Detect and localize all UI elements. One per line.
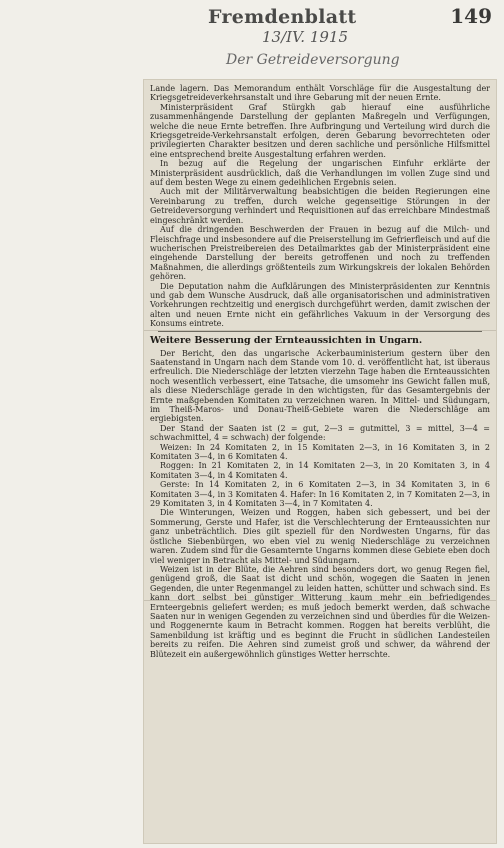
crop-report-rye: Roggen: In 21 Komitaten 2, in 14 Komitaten 2—3, in 20 Komitaten 3, in 4 Komitaten 3—4, in 4 Komitaten 4.: [150, 461, 490, 480]
handwritten-note: Der Getreideversorgung: [226, 52, 400, 68]
crop-report-barley-oats: Gerste: In 14 Komitaten 2, in 6 Komitaten 2—3, in 34 Komitaten 3, in 6 Komitaten 3—4, in 3 Komitaten 4. Hafer: In 16 Komitaten 2, in 7 Komitaten 2—3, in 29 Komitaten 3, in 4 Komitaten 3—4, in 7 Komitaten 4.: [150, 480, 490, 509]
article-paragraph: Ministerpräsident Graf Stürgkh gab hierauf eine ausführliche zusammenhängende Darstellung der geplanten Maßregeln und Verfügungen, welche die neue Ernte betreffen. Ihre Aufbringung und Verteilung wird durch die Kriegsgetreide-Verkehrsanstalt erfolgen, deren Gebarung bevorrechteten oder privilegierten Charakter besitzen und deren sachliche und persönliche Hilfsmittel eine entsprechend breite Ausgestaltung erfahren werden.: [150, 102, 490, 159]
section-divider: [158, 331, 482, 332]
article-paragraph: Der Bericht, den das ungarische Ackerbauministerium gestern über den Saatenstand in Ungarn nach dem Stande vom 10. d. veröffentlicht hat, ist überaus erfreulich. Die Niederschläge der letzten vierzehn Tage haben die Ernteaussichten noch wesentlich verbessert, eine Tatsache, die umsomehr ins Gewicht fallen muß, als diese Niederschläge gerade in den wichtigsten, für das Gesamtergebnis der Ernte maßgebenden Komitaten zu verzeichnen waren. In Mittel- und Südungarn, im Theiß-Maros- und Donau-Theiß-Gebiete waren die Niederschläge am ergiebigsten.: [150, 348, 490, 424]
article-paragraph: Auch mit der Militärverwaltung beabsichtigen die beiden Regierungen eine Vereinbarung zu treffen, durch welche gegenseitige Störungen in der Getreideversorgung verhindert und Requisitionen auf das erreichbare Mindestmaß eingeschränkt werden.: [150, 187, 490, 225]
crop-report-wheat: Weizen: In 24 Komitaten 2, in 15 Komitaten 2—3, in 16 Komitaten 3, in 2 Komitaten 3—4, in 6 Komitaten 4.: [150, 442, 490, 462]
article-paragraph: In bezug auf die Regelung der ungarischen Einfuhr erklärte der Ministerpräsident ausdrücklich, daß die Verhandlungen im vollen Zuge sind und auf dem besten Wege zu einem gedeihlichen Ergebnis seien.: [150, 159, 490, 188]
handwritten-date: 13/IV. 1915: [262, 28, 348, 46]
article-paragraph: Die Winterungen, Weizen und Roggen, haben sich gebessert, und bei der Sommerung, Gerste und Hafer, ist die Verschlechterung der Ernteaussichten nur ganz unbeträchtlich. Dies gilt speziell für den Nordwesten Ungarns, für das östliche Siebenbürgen, wo eben viel zu wenig Niederschläge zu verzeichnen waren. Zudem sind für die Gesamternte Ungarns kommen diese Gebiete eben doch viel weniger in Betracht als Mittel- und Südungarn.: [150, 508, 490, 565]
newspaper-clipping: [144, 80, 496, 843]
page-number: 149: [450, 4, 492, 28]
article-paragraph: Der Stand der Saaten ist (2 = gut, 2—3 = gutmittel, 3 = mittel, 3—4 = schwachmittel, 4 = schwach) der folgende:: [150, 423, 490, 443]
article-paragraph: Auf die dringenden Beschwerden der Frauen in bezug auf die Milch- und Fleischfrage und insbesondere auf die Preiserstellung im Gefrierfleisch und auf die wucherischen Preistreibereien des Detailmarktes gab der Ministerpräsident eine eingehende Darstellung der bereits getroffenen und noch zu treffenden Maßnahmen, die allerdings größtenteils zum Wirkungskreis der lokalen Behörden gehören.: [150, 225, 490, 282]
section-heading: Weitere Besserung der Ernteaussichten in Ungarn.: [150, 334, 423, 346]
article-body: [150, 84, 490, 659]
newspaper-name: Fremdenblatt: [208, 6, 357, 28]
article-paragraph: Die Deputation nahm die Aufklärungen des Ministerpräsidenten zur Kenntnis und gab dem Wunsche Ausdruck, daß alle organisatorischen und administrativen Vorkehrungen rechtzeitig und energisch durchgeführt werden, damit zwischen der alten und neuen Ernte nicht ein gefährliches Vakuum in der Versorgung des Konsums eintrete.: [150, 281, 490, 329]
article-paragraph: Lande lagern. Das Memorandum enthält Vorschläge für die Ausgestaltung der Kriegsgetreideverkehrsanstalt und ihre Gebarung mit der neuen Ernte.: [150, 84, 490, 103]
article-paragraph: Weizen ist in der Blüte, die Aehren sind besonders dort, wo genug Regen fiel, genügend groß, die Saat ist dicht und schön, wogegen die Saaten in jenen Gegenden, die unter Regenmangel zu leiden hatten, schütter und schwach sind. Es kann dort selbst bei günstiger Witterung kaum mehr ein befriedigendes Ernteergebnis geliefert werden; es muß jedoch bemerkt werden, daß schwache Saaten nur in wenigen Gegenden zu verzeichnen sind und überdies für die Weizen- und Roggenernte kaum in Betracht kommen. Roggen hat bereits verblüht, die Samenbildung ist kräftig und es beginnt die Frucht in südlichen Landesteilen bereits zu reifen. Die Aehren sind zumeist groß und schwer, da während der Blütezeit ein außergewöhnlich günstiges Wetter herrschte.: [150, 564, 490, 659]
